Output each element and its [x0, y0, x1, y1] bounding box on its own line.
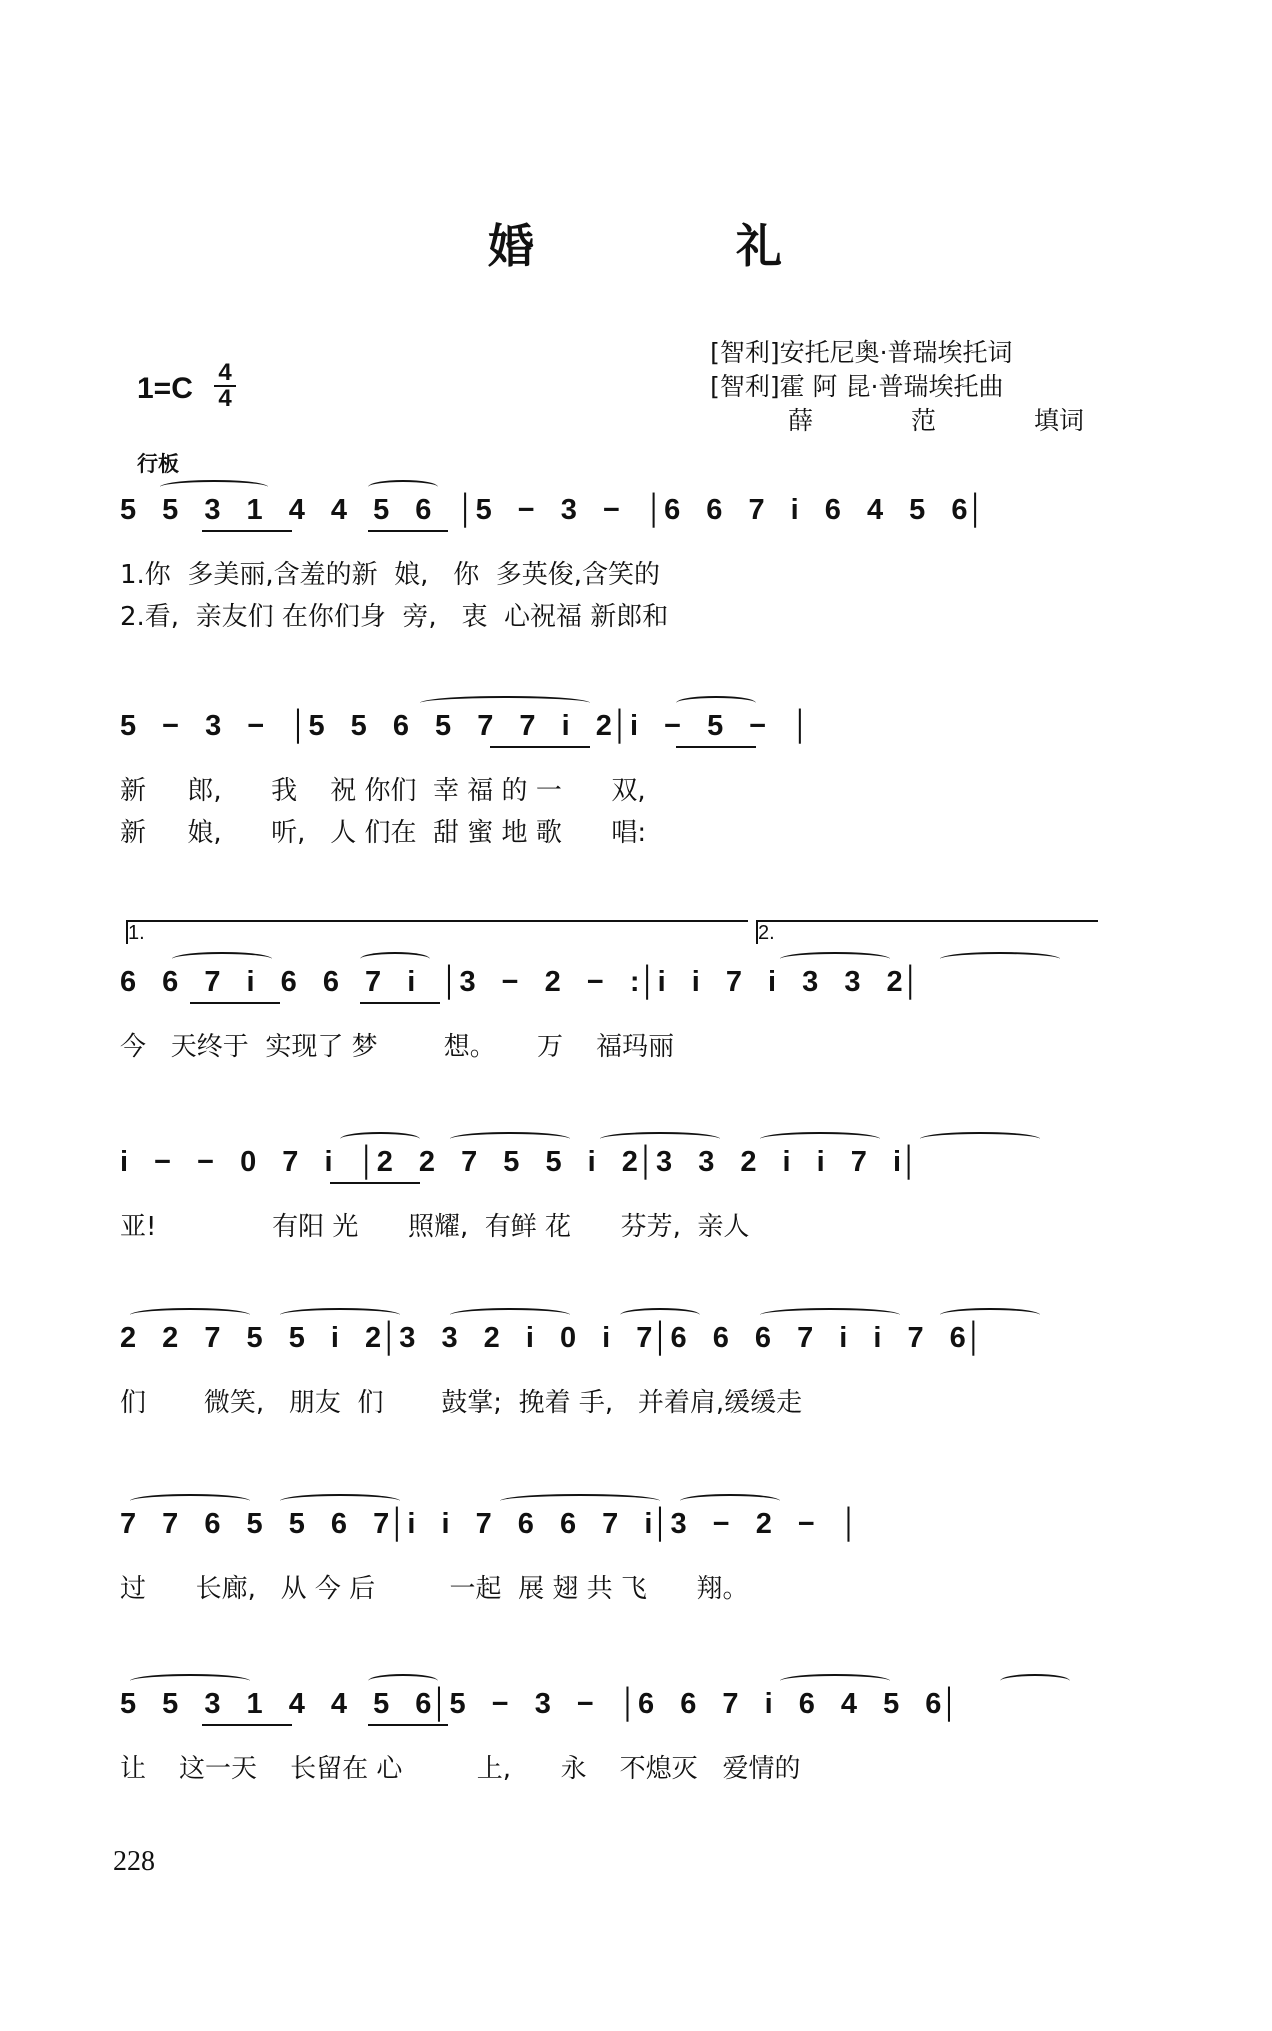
translator-credit: 薛 范 填词 — [788, 406, 1084, 435]
page-number: 228 — [113, 1846, 155, 1877]
music-system-6 — [120, 1508, 1100, 1604]
time-signature-bottom: 4 — [218, 385, 232, 412]
credits-block — [710, 336, 1084, 438]
notation-line: 5 5 3 1 4 4 5 6│5 − 3 − │6 6 7 i 6 4 5 6│ — [120, 1688, 960, 1720]
music-system-7 — [120, 1688, 1100, 1784]
key-signature: 1=C — [137, 372, 193, 405]
title-char-2: 礼 — [736, 219, 784, 273]
lyric-verse-2: 2.看, 亲友们 在你们身 旁, 衷 心祝福 新郎和 — [120, 602, 669, 632]
lyric-verse-1: 亚! 有阳 光 照耀, 有鲜 花 芬芳, 亲人 — [120, 1212, 750, 1242]
notation-line: 2 2 7 5 5 i 2│3 3 2 i 0 i 7│6 6 6 7 i i 7 6│ — [120, 1322, 984, 1354]
music-system-2 — [120, 710, 1100, 848]
time-signature-top: 4 — [218, 359, 232, 386]
tempo-marking: 行板 — [137, 452, 179, 476]
music-system-3 — [120, 922, 1100, 1062]
lyric-verse-1: 1.你 多美丽,含羞的新 娘, 你 多英俊,含笑的 — [120, 560, 660, 590]
music-system-1 — [120, 494, 1100, 632]
title-char-1: 婚 — [488, 219, 536, 273]
lyric-verse-1: 新 郎, 我 祝 你们 幸 福 的 一 双, — [120, 776, 646, 806]
song-title — [0, 210, 1272, 276]
music-system-4 — [120, 1146, 1100, 1242]
volta-1: 1. — [126, 920, 748, 944]
lyric-verse-1: 们 微笑, 朋友 们 鼓掌; 挽着 手, 并着肩,缓缓走 — [120, 1388, 803, 1418]
notation-line: i − − 0 7 i │2 2 7 5 5 i 2│3 3 2 i i 7 i│ — [120, 1146, 920, 1178]
music-system-5 — [120, 1322, 1100, 1418]
lyric-verse-1: 今 天终于 实现了 梦 想。 万 福玛丽 — [120, 1032, 675, 1062]
time-signature — [214, 359, 236, 412]
notation-line: 5 − 3 − │5 5 6 5 7 7 i 2│i − 5 − │ — [120, 710, 811, 742]
lyric-verse-2: 新 娘, 听, 人 们在 甜 蜜 地 歌 唱: — [120, 818, 647, 848]
lyricist-credit: [智利]安托尼奥·普瑞埃托词 — [710, 338, 1013, 367]
volta-2: 2. — [756, 920, 1098, 944]
composer-credit: [智利]霍 阿 昆·普瑞埃托曲 — [710, 372, 1004, 401]
notation-line: 7 7 6 5 5 6 7│i i 7 6 6 7 i│3 − 2 − │ — [120, 1508, 860, 1540]
notation-line: 5 5 3 1 4 4 5 6 │5 − 3 − │6 6 7 i 6 4 5 6│ — [120, 494, 986, 526]
notation-line: 6 6 7 i 6 6 7 i │3 − 2 − :│i i 7 i 3 3 2│ — [120, 966, 921, 998]
lyric-verse-1: 让 这一天 长留在 心 上, 永 不熄灭 爱情的 — [120, 1754, 801, 1784]
lyric-verse-1: 过 长廊, 从 今 后 一起 展 翅 共 飞 翔。 — [120, 1574, 749, 1604]
